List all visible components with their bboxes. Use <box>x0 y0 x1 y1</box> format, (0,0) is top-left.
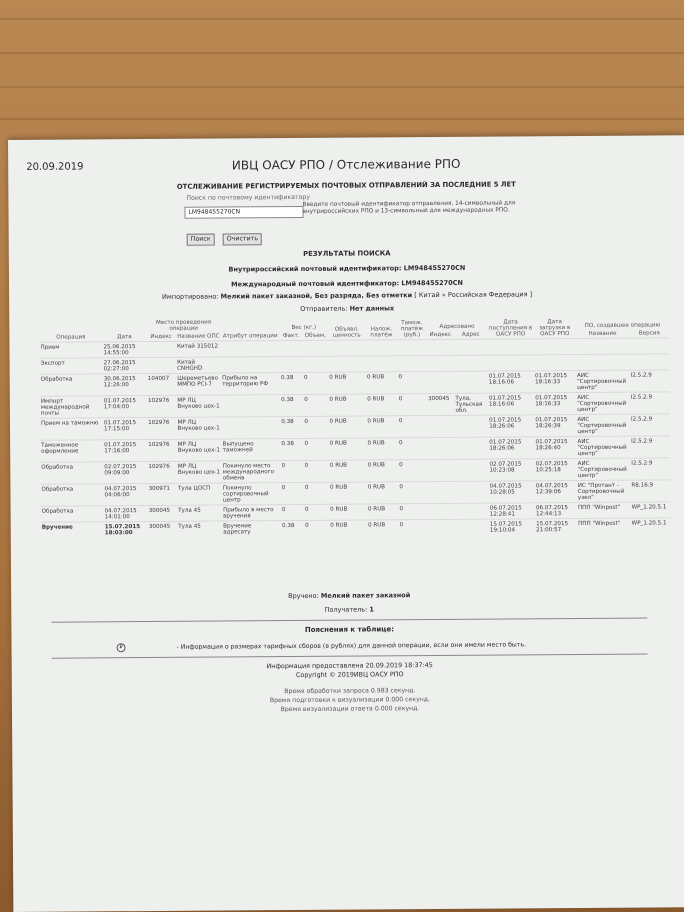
cell-cust: 0 <box>399 520 429 536</box>
cell-attr <box>221 395 280 417</box>
cell-aidx <box>427 415 454 437</box>
cell-decl <box>328 356 366 372</box>
cell-addr <box>455 415 489 437</box>
cell-fact <box>280 356 303 372</box>
cell-sw <box>576 354 630 370</box>
route: [ Китай » Российская Федерация ] <box>414 290 533 300</box>
table-row <box>41 518 671 538</box>
cell-attr <box>221 341 280 357</box>
delivered-label: Вручено: <box>288 591 319 601</box>
cell-idx: 102976 <box>147 395 177 417</box>
cell-ver: WP_1.20.5.1 <box>631 518 671 534</box>
cell-aidx <box>428 459 455 481</box>
cell-cod: 0 RUB <box>366 416 398 438</box>
print-date: 20.09.2019 <box>26 161 84 173</box>
cell-fact: 0 <box>281 504 304 520</box>
tracking-id-input[interactable]: LM948455270CN <box>184 206 303 219</box>
cell-recv: 01.07.2015 18:16:06 <box>488 393 534 415</box>
cell-load: 01.07.2015 18:16:33 <box>534 371 576 393</box>
delivered-value: Мелкий пакет заказной <box>320 591 411 600</box>
cell-addr <box>454 355 488 371</box>
cell-attr: Прибыло в место вручения <box>222 505 281 521</box>
cell-decl: 0 RUB <box>329 438 367 460</box>
col-received: Дата поступления в ОАСУ РПО <box>489 319 533 338</box>
cell-idx: 300971 <box>148 483 178 505</box>
cell-aidx <box>428 519 455 535</box>
cell-attr: Покинуло сортировочный центр <box>222 483 281 505</box>
search-hint: Введите почтовый идентификатор отправления, 14-символьный для внутрироссийских РПО и 13-символьный для международных РПО. <box>302 200 516 215</box>
cell-cust: 0 <box>398 460 428 482</box>
cell-op: Обработка <box>40 484 103 506</box>
cell-addr <box>454 371 488 393</box>
currency-icon: ₽ <box>117 643 126 652</box>
imported-label: Импортировано: <box>162 292 219 301</box>
cell-idx: 104007 <box>147 373 177 395</box>
cell-addr <box>455 481 489 503</box>
notes-item: - Информация о размерах тарифных сборов (в рублях) для данной операции, если они имели место быть. <box>176 641 527 651</box>
notes-heading: Пояснения к таблице: <box>304 625 395 634</box>
cell-ver: I2.5.2.9 <box>630 458 670 480</box>
cell-cust: 0 <box>398 372 428 394</box>
cell-decl <box>328 340 366 356</box>
cell-cod: 0 RUB <box>367 504 399 520</box>
imported-line <box>9 289 684 302</box>
cell-cod <box>366 340 398 356</box>
cell-recv: 01.07.2015 18:16:06 <box>488 371 534 393</box>
cell-attr: Вручение адресату <box>222 521 281 537</box>
cell-name: Шереметьево ММПО PCI-7 <box>176 373 221 395</box>
cell-fact: 0.38 <box>280 416 303 438</box>
cell-vol <box>303 356 328 372</box>
cell-date: 02.07.2015 09:09:00 <box>103 462 147 484</box>
cell-date: 27.06.2015 02:27:00 <box>103 358 147 374</box>
cell-op: Экспорт <box>40 358 103 374</box>
sender-label: Отправитель: <box>300 304 348 313</box>
cell-aidx <box>427 437 454 459</box>
cell-recv: 01.07.2015 18:26:06 <box>488 437 534 459</box>
cell-idx <box>147 357 177 373</box>
cell-aidx <box>427 339 454 355</box>
col-volume: Объем. <box>304 332 326 339</box>
cell-cod: 0 RUB <box>367 482 399 504</box>
cell-load: 15.07.2015 21:00:57 <box>535 519 577 535</box>
cell-aidx <box>427 371 454 393</box>
cell-decl: 0 RUB <box>329 482 367 504</box>
delivered-line <box>11 589 684 602</box>
cell-load: 04.07.2015 12:39:06 <box>535 481 577 503</box>
cell-addr <box>455 519 489 535</box>
col-addr-index: Индекс <box>429 331 452 339</box>
col-cod: Налож. платёж <box>370 326 393 339</box>
cell-aidx <box>428 481 455 503</box>
cell-decl: 0 RUB <box>328 394 366 416</box>
results-heading: РЕЗУЛЬТАТЫ ПОИСКА <box>303 249 391 258</box>
international-id: Международный почтовый идентификатор: LM948455270CN <box>231 278 463 289</box>
cell-op: Прием <box>39 342 102 358</box>
cell-addr <box>454 339 488 355</box>
cell-idx: 300045 <box>148 521 178 537</box>
cell-name: МР ЛЦ Внуково цех-1 <box>176 395 221 417</box>
cell-ver: I2.5.2.9 <box>630 392 670 414</box>
timing-processing: Время обработки запроса 0.983 секунд. <box>284 687 416 696</box>
cell-cod: 0 RUB <box>367 460 399 482</box>
cell-decl: 0 RUB <box>329 460 367 482</box>
cell-sw: АИС "Сортировочный центр" <box>576 370 630 392</box>
cell-fact: 0 <box>281 460 304 482</box>
recipient-value: 1 <box>369 605 374 614</box>
col-customs: Тамож. платёж (руб.) <box>400 320 424 339</box>
printed-page <box>8 135 684 912</box>
cell-date: 01.07.2015 17:16:00 <box>103 440 147 462</box>
cell-ver <box>629 338 669 354</box>
cell-cust: 0 <box>398 482 428 504</box>
cell-vol: 0 <box>303 372 328 394</box>
cell-load: 01.07.2015 18:16:33 <box>534 393 576 415</box>
cell-load: 02.07.2015 10:25:18 <box>535 459 577 481</box>
cell-op: Обработка <box>41 506 104 522</box>
cell-ver <box>629 354 669 370</box>
cell-load: 06.07.2015 12:44:13 <box>535 503 577 519</box>
domestic-id: Внутрироссийский почтовый идентификатор: LM948455270CN <box>228 263 466 274</box>
imported-value: Мелкий пакет заказной, Без разряда, Без отметки <box>220 291 413 301</box>
cell-addr: Тула, Тульская обл. <box>454 393 488 415</box>
cell-attr <box>221 417 280 439</box>
cell-decl: 0 RUB <box>329 416 367 438</box>
cell-op: Таможенное оформление <box>40 440 103 462</box>
sender-value: Нет данных <box>349 304 395 313</box>
cell-op: Обработка <box>40 462 103 484</box>
cell-cust <box>397 340 427 356</box>
cell-name: МР ЛЦ Внуково цех-1 <box>177 461 222 483</box>
cell-name: Китай CNHGHD <box>176 357 221 373</box>
cell-idx: 102976 <box>147 417 177 439</box>
cell-cust: 0 <box>398 394 428 416</box>
cell-vol: 0 <box>303 416 328 438</box>
cell-date: 01.07.2015 17:04:00 <box>103 396 147 418</box>
cell-addr <box>455 503 489 519</box>
col-sw-name: Название <box>588 330 617 337</box>
cell-date: 25.06.2015 14:55:00 <box>102 342 146 358</box>
cell-load: 01.07.2015 18:26:40 <box>534 437 576 459</box>
cell-recv <box>488 339 534 355</box>
cell-vol: 0 <box>303 438 328 460</box>
col-attribute: Атрибут операции <box>222 333 278 340</box>
search-heading: ОТСЛЕЖИВАНИЕ РЕГИСТРИРУЕМЫХ ПОЧТОВЫХ ОТПРАВЛЕНИЙ ЗА ПОСЛЕДНИЕ 5 ЛЕТ <box>176 180 516 191</box>
cell-name: Тула 45 <box>177 505 222 521</box>
cell-recv: 02.07.2015 10:23:08 <box>488 459 534 481</box>
cell-name: МР ЛЦ Внуково цех-1 <box>176 417 221 439</box>
cell-attr: Покинуло место международного обмена <box>222 461 281 483</box>
cell-vol: 0 <box>304 482 329 504</box>
cell-attr: Прибыло на территорию РФ <box>221 373 280 395</box>
cell-idx <box>147 341 177 357</box>
col-loaded: Дата загрузки в ОАСУ РПО <box>539 319 571 338</box>
cell-sw: ППП "Winpost" <box>577 502 631 518</box>
cell-recv: 01.07.2015 18:26:06 <box>488 415 534 437</box>
cell-idx: 300045 <box>148 505 178 521</box>
copyright: Copyright © 2019ИВЦ ОАСУ РПО <box>295 670 404 680</box>
cell-cust: 0 <box>398 438 428 460</box>
cell-date: 15.07.2015 18:03:00 <box>104 522 148 538</box>
col-addr: Адрес <box>461 331 480 338</box>
cell-fact: 0.38 <box>280 438 303 460</box>
cell-name: Тула ЦОСП <box>177 483 222 505</box>
cell-date: 01.07.2015 17:15:00 <box>103 418 147 440</box>
col-weight: Вес (кг.) <box>291 324 317 332</box>
cell-cust: 0 <box>398 416 428 438</box>
cell-fact: 0 <box>281 482 304 504</box>
cell-sw: ИС "Протант - Сортировочный узел" <box>577 480 631 502</box>
page-title: ИВЦ ОАСУ РПО / Отслеживание РПО <box>231 156 461 173</box>
cell-idx: 102976 <box>147 439 177 461</box>
col-date: Дата <box>117 334 132 341</box>
recipient-label: Получатель: <box>324 605 368 614</box>
col-addressed: Адресовано <box>439 323 475 330</box>
cell-cod: 0 RUB <box>366 394 398 416</box>
cell-fact: 0.38 <box>280 372 303 394</box>
clear-button[interactable]: Очистить <box>223 233 262 245</box>
cell-fact: 0.38 <box>280 394 303 416</box>
col-software: ПО, создавшее операцию <box>584 322 661 329</box>
cell-load: 01.07.2015 18:26:39 <box>534 415 576 437</box>
info-provided: Информация предоставлена 20.09.2019 18:37:45 <box>266 661 433 671</box>
cell-sw: АИС "Сортировочный центр" <box>576 436 630 458</box>
col-operation: Операция <box>56 334 86 341</box>
cell-date: 30.06.2015 12:26:00 <box>103 374 147 396</box>
cell-vol: 0 <box>304 504 329 520</box>
cell-load <box>534 355 576 371</box>
sender-line <box>9 302 684 315</box>
search-button[interactable]: Поиск <box>187 234 215 246</box>
cell-sw <box>576 338 630 354</box>
col-index: Индекс <box>150 333 173 341</box>
cell-decl: 0 RUB <box>329 520 367 536</box>
cell-name: Китай 315012 <box>176 341 221 357</box>
cell-date: 04.07.2015 04:06:00 <box>103 484 147 506</box>
timing-prepare: Время подготовки к визуализации 0.000 секунд. <box>269 696 431 705</box>
col-sw-version: Версия <box>638 330 660 337</box>
cell-decl: 0 RUB <box>328 372 366 394</box>
cell-vol: 0 <box>304 520 329 536</box>
timing-render: Время визуализации ответа 0.000 секунд. <box>280 705 420 714</box>
cell-sw: АИС "Сортировочный центр" <box>576 414 630 436</box>
cell-recv: 15.07.2015 19:10:04 <box>489 519 535 535</box>
cell-decl: 0 RUB <box>329 504 367 520</box>
cell-aidx: 300045 <box>427 393 454 415</box>
col-place: Место проведения операции <box>155 319 212 332</box>
cell-ver: I2.5.2.9 <box>630 370 670 392</box>
search-label: Поиск по почтовому идентификатору <box>186 193 311 202</box>
col-ops-name: Название ОПС <box>177 333 220 340</box>
cell-date: 04.07.2015 14:01:00 <box>104 506 148 522</box>
cell-sw: АИС "Сортировочный центр" <box>577 458 631 480</box>
cell-cod: 0 RUB <box>366 372 398 394</box>
cell-ver: R8.16.9 <box>630 480 670 502</box>
recipient-line <box>11 603 684 616</box>
cell-vol: 0 <box>304 460 329 482</box>
cell-sw: АИС "Сортировочный центр" <box>576 392 630 414</box>
col-fact: Факт. <box>282 332 300 340</box>
cell-attr: Выпущено таможней <box>222 439 281 461</box>
cell-op: Обработка <box>40 374 103 396</box>
cell-fact: 0.38 <box>281 520 304 536</box>
operations-table <box>39 315 671 537</box>
cell-op: Импорт международной почты <box>40 396 103 418</box>
cell-cust: 0 <box>398 504 428 520</box>
cell-name: Тула 45 <box>177 521 222 537</box>
cell-ver: I2.5.2.9 <box>630 436 670 458</box>
cell-attr <box>221 357 280 373</box>
cell-vol: 0 <box>303 394 328 416</box>
cell-op: Вручение <box>41 522 104 538</box>
cell-fact <box>280 340 303 356</box>
cell-idx: 102976 <box>147 461 177 483</box>
cell-addr <box>455 459 489 481</box>
cell-recv <box>488 355 534 371</box>
cell-op: Прием на таможню <box>40 418 103 440</box>
cell-cust <box>397 356 427 372</box>
cell-cod: 0 RUB <box>366 438 398 460</box>
cell-cod <box>366 356 398 372</box>
cell-aidx <box>427 355 454 371</box>
operations-body <box>39 338 670 538</box>
cell-addr <box>455 437 489 459</box>
cell-sw: ППП "Winpost" <box>577 518 631 534</box>
cell-recv: 04.07.2015 10:28:05 <box>489 481 535 503</box>
notes-divider-bottom <box>52 654 648 659</box>
cell-ver: I2.5.2.9 <box>630 414 670 436</box>
cell-vol <box>303 340 328 356</box>
cell-aidx <box>428 503 455 519</box>
cell-ver: WP_1.20.5.1 <box>631 502 671 518</box>
cell-cod: 0 RUB <box>367 520 399 536</box>
cell-recv: 06.07.2015 12:28:41 <box>489 503 535 519</box>
col-declared: Объявл. ценность <box>333 326 361 339</box>
notes-divider-top <box>51 618 647 623</box>
cell-load <box>534 339 576 355</box>
cell-name: МР ЛЦ Внуково цех-1 <box>177 439 222 461</box>
